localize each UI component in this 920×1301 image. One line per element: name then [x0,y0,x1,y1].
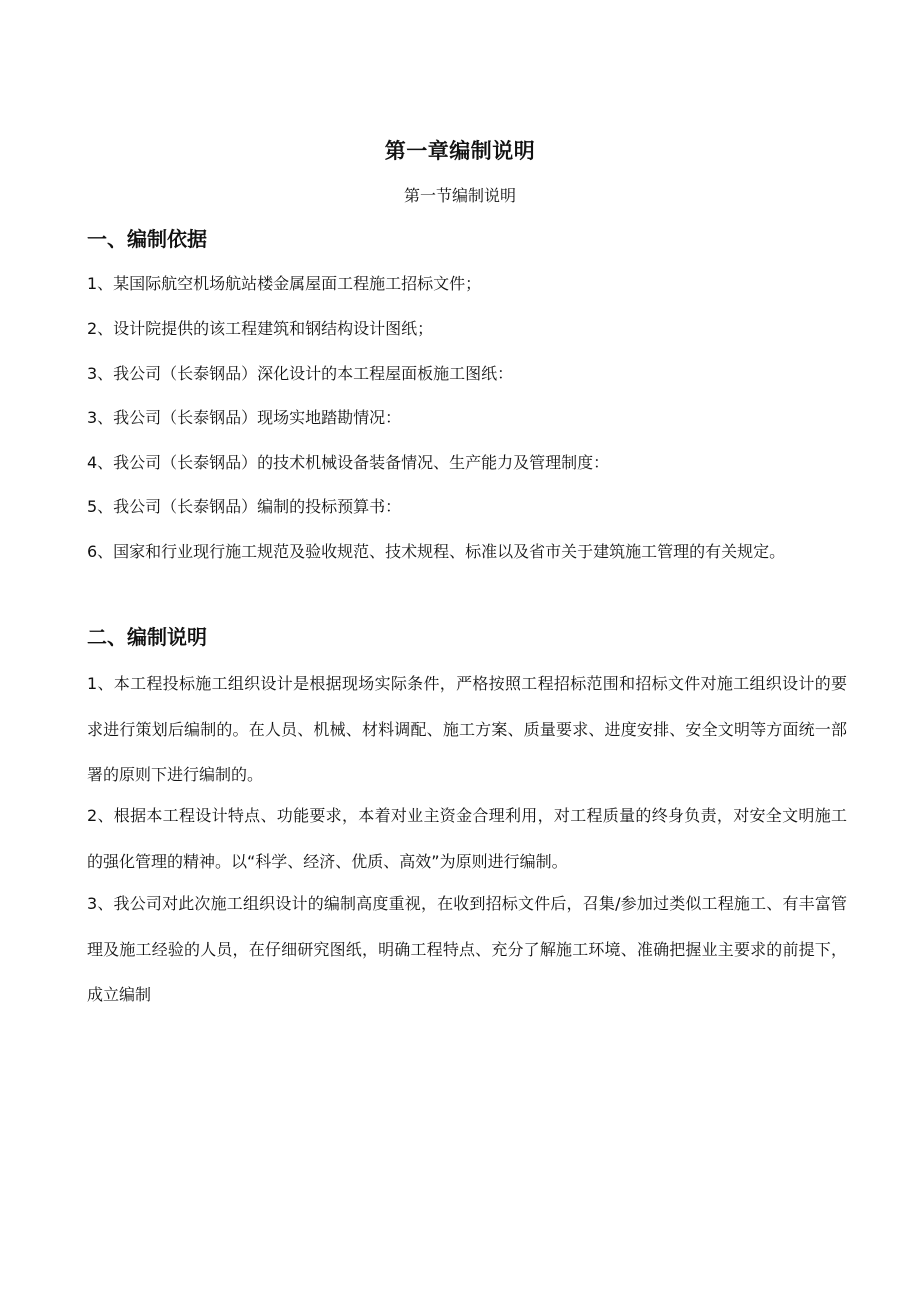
section-title: 第一节编制说明 [403,186,516,205]
basis-item-6: 5、我公司（长泰钢品）编制的投标预算书： [87,497,402,516]
basis-item-1: 1、某国际航空机场航站楼金属屋面工程施工招标文件； [87,274,482,293]
basis-item-5: 4、我公司（长泰钢品）的技术机械设备装备情况、生产能力及管理制度： [87,453,610,472]
heading-basis: 一、编制依据 [87,227,207,251]
basis-item-2: 2、设计院提供的该工程建筑和钢结构设计图纸； [87,319,434,338]
explanation-item-2: 2、根据本工程设计特点、功能要求，本着对业主资金合理利用，对工程质量的终身负责，对安全文明施工的强化管理的精神。以“科学、经济、优质、高效”为原则进行编制。 [87,806,847,871]
explanation-item-1: 1、本工程投标施工组织设计是根据现场实际条件，严格按照工程招标范围和招标文件对施工组织设计的要求进行策划后编制的。在人员、机械、材料调配、施工方案、质量要求、进度安排、安全文明等方面统一部署的原则下进行编制的。 [87,674,847,784]
basis-item-3: 3、我公司（长泰钢品）深化设计的本工程屋面板施工图纸： [87,364,514,383]
basis-item-4: 3、我公司（长泰钢品）现场实地踏勘情况： [87,408,402,427]
heading-explanation: 二、编制说明 [87,625,207,649]
basis-item-7: 6、国家和行业现行施工规范及验收规范、技术规程、标准以及省市关于建筑施工管理的有关规定。 [87,542,786,561]
explanation-item-3: 3、我公司对此次施工组织设计的编制高度重视，在收到招标文件后，召集/参加过类似工程施工、有丰富管理及施工经验的人员，在仔细研究图纸，明确工程特点、充分了解施工环境、准确把握业主要求的前提下，成立编制 [87,894,847,1004]
chapter-title: 第一章编制说明 [384,139,536,163]
